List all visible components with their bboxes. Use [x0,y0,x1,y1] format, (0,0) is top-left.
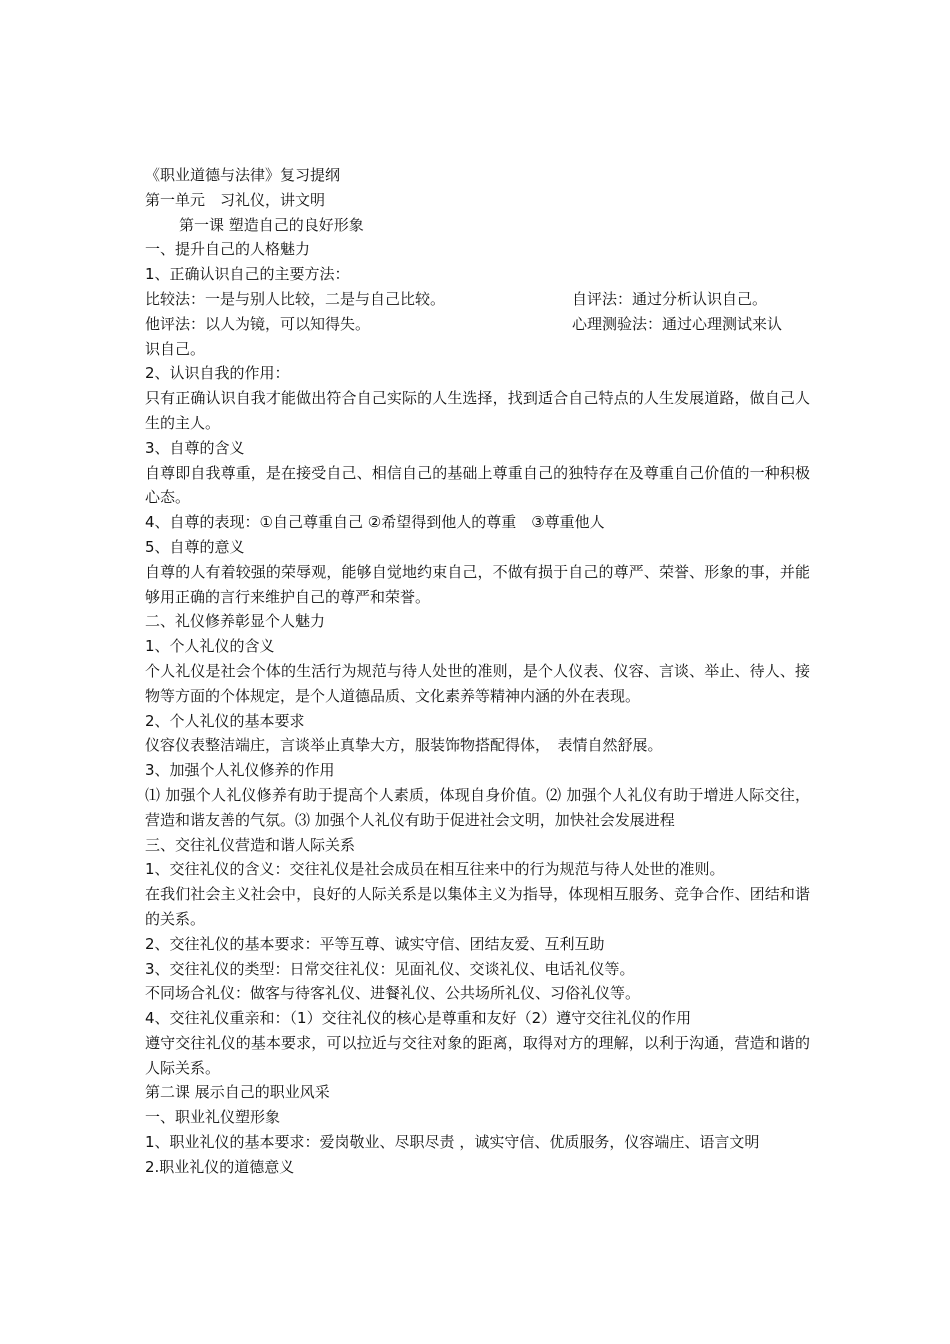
subheading: 1、职业礼仪的基本要求：爱岗敬业、尽职尽责 ，诚实守信、优质服务，仪容端庄、语言文明 [145,1133,760,1152]
paragraph: 自尊的人有着较强的荣辱观，能够自觉地约束自己，不做有损于自己的尊严、荣誉、形象的事，并能够用正确的言行来维护自己的尊严和荣誉。 [145,562,810,606]
subheading: 2.职业礼仪的道德意义 [145,1157,295,1176]
subheading: 4、自尊的表现：①自己尊重自己 ②希望得到他人的尊重 ③尊重他人 [145,513,605,532]
paragraph: 不同场合礼仪：做客与待客礼仪、进餐礼仪、公共场所礼仪、习俗礼仪等。 [145,984,641,1003]
paragraph: ⑴ 加强个人礼仪修养有助于提高个人素质，体现自身价值。⑵ 加强个人礼仪有助于增进人际交往，营造和谐友善的气氛。⑶ 加强个人礼仪有助于促进社会文明，加快社会发展进程 [145,785,810,829]
paragraph: 遵守交往礼仪的基本要求，可以拉近与交往对象的距离，取得对方的理解，以利于沟通，营造和谐的人际关系。 [145,1033,810,1077]
section-heading: 二、礼仪修养彰显个人魅力 [145,612,326,631]
method-psych: 心理测验法：通过心理测试来认 [572,314,783,333]
subheading: 2、个人礼仪的基本要求 [145,711,305,730]
section-heading: 一、提升自己的人格魅力 [145,240,311,259]
methods-row [145,287,810,312]
methods-row [145,312,810,337]
subheading: 1、个人礼仪的含义 [145,637,275,656]
document-body [145,163,810,1180]
paragraph: 在我们社会主义社会中，良好的人际关系是以集体主义为指导，体现相互服务、竞争合作、团结和谐的关系。 [145,885,810,928]
method-compare: 比较法：一是与别人比较，二是与自己比较。 [145,289,446,308]
subheading: 2、认识自我的作用： [145,364,290,383]
paragraph: 个人礼仪是社会个体的生活行为规范与待人处世的准则，是个人仪表、仪容、言谈、举止、待人、接物等方面的个体规定，是个人道德品质、文化素养等精神内涵的外在表现。 [145,661,810,705]
subheading: 3、加强个人礼仪修养的作用 [145,761,335,780]
subheading: 4、交往礼仪重亲和：（1）交往礼仪的核心是尊重和友好（2）遵守交往礼仪的作用 [145,1009,692,1028]
paragraph: 自尊即自我尊重，是在接受自己、相信自己的基础上尊重自己的独特存在及尊重自己价值的一种积极心态。 [145,463,810,507]
document-title: 《职业道德与法律》复习提纲 [145,166,341,184]
paragraph-continuation: 识自己。 [145,339,206,358]
lesson-heading: 第一课 塑造自己的良好形象 [179,215,364,234]
paragraph: 只有正确认识自我才能做出符合自己实际的人生选择，找到适合自己特点的人生发展道路，做自己人生的主人。 [145,389,810,432]
subheading: 5、自尊的意义 [145,537,245,556]
method-other: 他评法：以人为镜，可以知得失。 [145,314,371,333]
section-heading: 一、职业礼仪塑形象 [145,1108,281,1127]
subheading: 3、自尊的含义 [145,438,245,457]
unit-heading: 第一单元 习礼仪，讲文明 [145,190,326,209]
subheading: 3、交往礼仪的类型：日常交往礼仪：见面礼仪、交谈礼仪、电话礼仪等。 [145,959,635,978]
lesson-heading: 第二课 展示自己的职业风采 [145,1083,330,1102]
method-self: 自评法：通过分析认识自己。 [572,289,768,308]
subheading: 2、交往礼仪的基本要求：平等互尊、诚实守信、团结友爱、互利互助 [145,934,605,953]
subheading: 1、正确认识自己的主要方法： [145,265,350,284]
section-heading: 三、交往礼仪营造和谐人际关系 [145,835,356,854]
subheading: 1、交往礼仪的含义：交往礼仪是社会成员在相互往来中的行为规范与待人处世的准则。 [145,860,725,879]
paragraph: 仪容仪表整洁端庄，言谈举止真挚大方，服装饰物搭配得体， 表情自然舒展。 [145,736,663,755]
